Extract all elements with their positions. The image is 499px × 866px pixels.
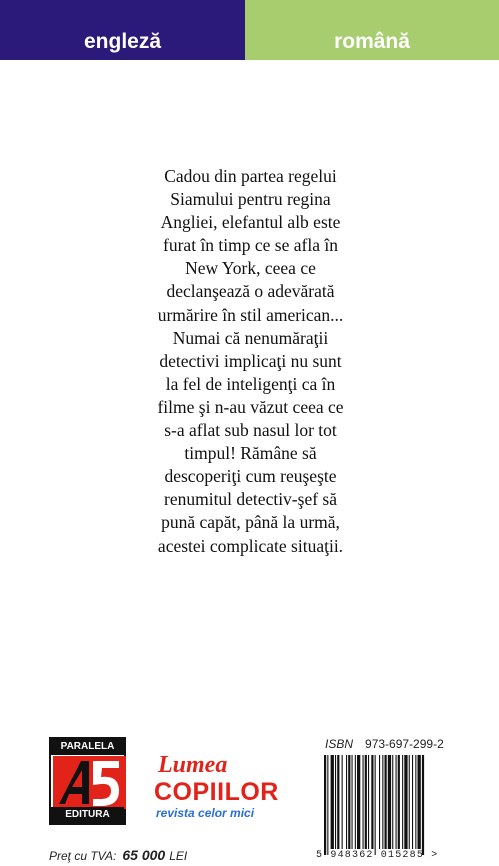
barcode-bar bbox=[346, 755, 347, 849]
barcode-bar bbox=[398, 755, 400, 849]
lumea-copiilor-logo bbox=[150, 752, 310, 828]
blurb-line: New York, ceea ce bbox=[185, 258, 316, 279]
price-currency: LEI bbox=[169, 849, 188, 863]
barcode-icon bbox=[322, 755, 462, 855]
blurb-line: Numai că nenumăraţii bbox=[172, 327, 329, 348]
blurb-line: s-a aflat sub nasul lor tot bbox=[164, 420, 337, 441]
barcode-bar bbox=[415, 755, 416, 849]
blurb-line: pună capăt, până la urmă, bbox=[161, 512, 340, 533]
barcode-bar bbox=[379, 755, 380, 849]
barcode-bar bbox=[352, 755, 353, 849]
barcode-bar bbox=[365, 755, 367, 849]
series-logo-line2: COPIILOR bbox=[154, 778, 279, 806]
price-amount: 65 000 bbox=[122, 847, 166, 863]
barcode-bar bbox=[409, 755, 410, 849]
blurb-line: filme şi n-au văzut ceea ce bbox=[157, 396, 344, 417]
barcode-bar bbox=[324, 755, 326, 855]
publisher-logo-bottom-text: EDITURA bbox=[51, 807, 124, 823]
blurb-line: furat în timp ce se afla în bbox=[163, 235, 338, 256]
blurb-line: timpul! Rămâne să bbox=[184, 443, 317, 464]
paralela-45-logo bbox=[49, 737, 126, 825]
barcode-bar bbox=[337, 755, 339, 849]
barcode-bar bbox=[368, 755, 369, 849]
isbn-label: ISBN bbox=[325, 737, 354, 751]
series-logo-line1: Lumea bbox=[158, 752, 228, 778]
isbn bbox=[325, 737, 444, 751]
barcode-bar bbox=[355, 755, 356, 849]
series-logo-line3: revista celor mici bbox=[156, 806, 255, 820]
blurb-line: detectivi implicaţi nu sunt bbox=[159, 350, 342, 371]
blurb-line: declanşează o adevărată bbox=[166, 281, 335, 302]
barcode-bar bbox=[335, 755, 336, 849]
blurb-line: Cadou din partea regelui bbox=[164, 166, 337, 186]
barcode-bar bbox=[363, 755, 364, 849]
barcode-bar bbox=[357, 755, 360, 849]
header-band-english bbox=[0, 0, 245, 60]
barcode-bar bbox=[342, 755, 343, 849]
isbn-value: 973-697-299-2 bbox=[365, 737, 444, 751]
back-cover-blurb bbox=[108, 165, 393, 558]
barcode-bar bbox=[371, 755, 373, 849]
barcode-bar bbox=[331, 755, 334, 849]
barcode-bar bbox=[422, 755, 424, 855]
publisher-logo-top-text: PARALELA bbox=[51, 739, 124, 755]
blurb-line: la fel de inteligenţi ca în bbox=[165, 373, 336, 394]
header-band-romanian bbox=[245, 0, 499, 60]
blurb-line: urmărire în stil american... bbox=[157, 304, 344, 325]
language-label-english: engleză bbox=[83, 30, 162, 53]
barcode-bar bbox=[404, 755, 407, 849]
barcode-bar bbox=[382, 755, 383, 849]
barcode-bar bbox=[412, 755, 413, 849]
language-label-romanian: română bbox=[334, 30, 410, 53]
barcode-bar bbox=[402, 755, 403, 849]
barcode-bar bbox=[348, 755, 350, 849]
barcode-bar bbox=[396, 755, 397, 849]
blurb-line: descoperiţi cum reuşeşte bbox=[164, 466, 337, 487]
barcode-bar bbox=[385, 755, 387, 849]
barcode-bar bbox=[388, 755, 391, 849]
barcode-digits: 5 948362 015285 > bbox=[316, 850, 439, 861]
price bbox=[49, 847, 187, 863]
barcode-bar bbox=[327, 755, 328, 855]
blurb-line: Angliei, elefantul alb este bbox=[160, 212, 341, 233]
blurb-line: acestei complicate situaţii. bbox=[157, 535, 344, 556]
barcode-bar bbox=[418, 755, 421, 849]
price-label: Preţ cu TVA: bbox=[49, 849, 117, 863]
paralela-45-icon bbox=[53, 756, 126, 809]
barcode-bar bbox=[392, 755, 393, 849]
blurb-line: renumitul detectiv-şef să bbox=[164, 489, 337, 510]
barcode-bar bbox=[375, 755, 376, 855]
blurb-line: Siamului pentru regina bbox=[170, 189, 331, 210]
